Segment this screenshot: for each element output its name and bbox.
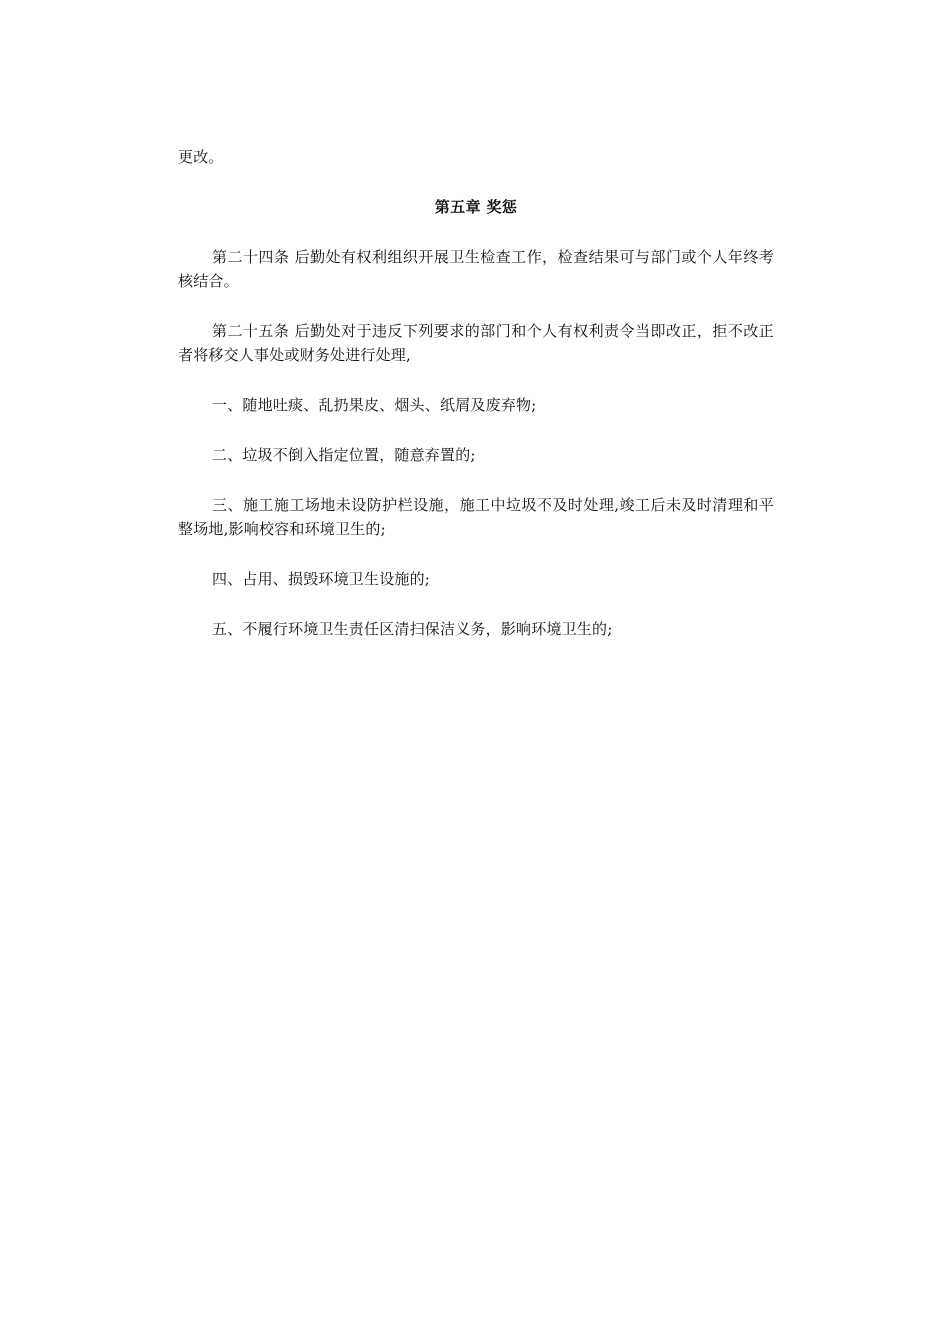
list-item-4: 四、占用、损毁环境卫生设施的; <box>212 570 431 588</box>
list-item-2: 二、垃圾不倒入指定位置，随意弃置的; <box>212 446 476 464</box>
list-item-5: 五、不履行环境卫生责任区清扫保洁义务，影响环境卫生的; <box>212 620 613 638</box>
lead-fragment: 更改。 <box>178 148 224 166</box>
article-25: 第二十五条 后勤处对于违反下列要求的部门和个人有权利责令当即改正，拒不改正者将移交人事处或财务处进行处理, <box>178 322 774 364</box>
list-item-3: 三、施工施工场地未设防护栏设施，施工中垃圾不及时处理,竣工后未及时清理和平整场地,影响校容和环境卫生的; <box>178 496 774 538</box>
article-24: 第二十四条 后勤处有权利组织开展卫生检查工作，检查结果可与部门或个人年终考核结合。 <box>178 248 774 290</box>
list-item-1: 一、随地吐痰、乱扔果皮、烟头、纸屑及废弃物; <box>212 396 537 414</box>
document-body <box>178 145 774 641</box>
chapter-title: 第五章 奖惩 <box>434 198 518 216</box>
